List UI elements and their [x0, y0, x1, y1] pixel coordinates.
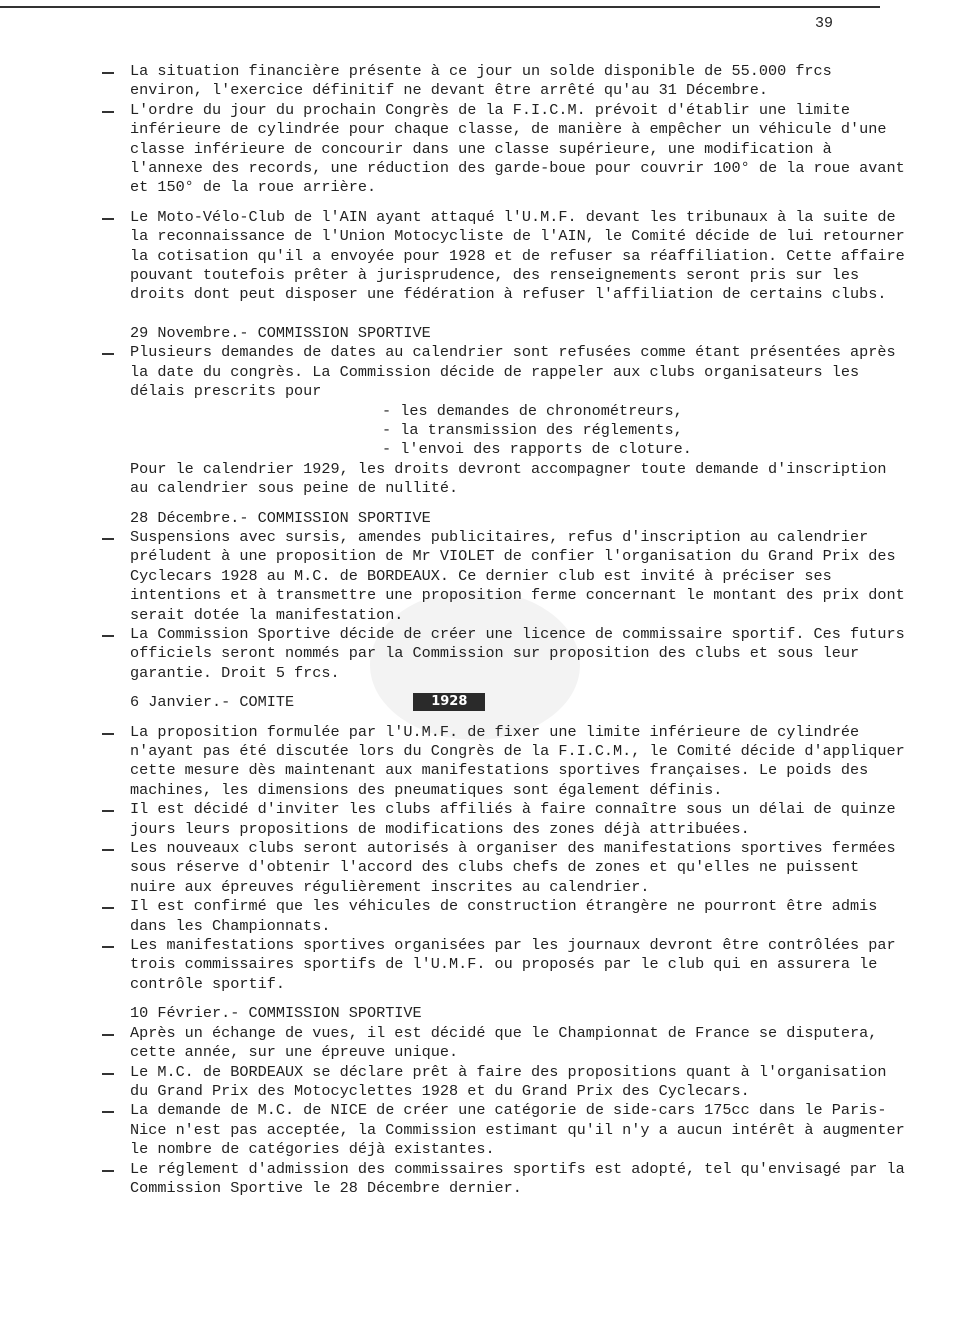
paragraph: Il est confirmé que les véhicules de construction étrangère ne pourront être admis dans les Championnats. [0, 897, 905, 936]
page-number: 39 [815, 15, 834, 32]
paragraph: La Commission Sportive décide de créer une licence de commissaire sportif. Ces futurs officiels seront nommés par la Commission sur proposition des clubs et sous leur garantie. Droit 5 frcs. [0, 625, 905, 683]
section-heading [0, 693, 905, 712]
list-item: - les demandes de chronométreurs, [382, 402, 902, 421]
paragraph: Les nouveaux clubs seront autorisés à organiser des manifestations sportives fermées sous réserve d'obtenir l'accord des clubs chefs de zones et qu'elles ne puissent nuire aux épreuves régulièrement inscrites au calendrier. [0, 839, 905, 897]
paragraph: Suspensions avec sursis, amendes publicitaires, refus d'inscription au calendrier préludent à une proposition de Mr VIOLET de confier l'organisation du Grand Prix des Cyclecars 1928 au M.C. de BORDEAUX. Ce dernier club est invité à préciser ses intentions et à transmettre une proposition ferme concernant le montant des prix dont serait dotée la manifestation. [0, 528, 905, 625]
prescribed-delays-list [0, 402, 902, 460]
paragraph: Plusieurs demandes de dates au calendrier sont refusées comme étant présentées après la date du congrès. La Commission décide de rappeler aux clubs organisateurs les délais prescrits pour [0, 343, 905, 401]
section-heading-text: 6 Janvier.- COMITE [130, 693, 295, 712]
list-item: - l'envoi des rapports de cloture. [382, 440, 902, 459]
section-heading: 28 Décembre.- COMMISSION SPORTIVE [130, 508, 431, 527]
paragraph: Le M.C. de BORDEAUX se déclare prêt à faire des propositions quant à l'organisation du Grand Prix des Motocyclettes 1928 et du Grand Prix des Cyclecars. [0, 1063, 905, 1102]
list-item: - la transmission des réglements, [382, 421, 902, 440]
paragraph: Pour le calendrier 1929, les droits devront accompagner toute demande d'inscription au calendrier sous peine de nullité. [130, 459, 887, 498]
paragraph: Le Moto-Vélo-Club de l'AIN ayant attaqué l'U.M.F. devant les tribunaux à la suite de la reconnaissance de l'Union Motocycliste de l'AIN, le Comité décide de lui retourner la cotisation qu'il a envoyée pour 1928 et de refuser sa réaffiliation. Cette affaire pouvant toutefois prêter à jurisprudence, des renseignements seront pris sur les droits dont peut disposer une fédération à refuser l'affiliation de certains clubs. [0, 208, 905, 305]
paragraph: L'ordre du jour du prochain Congrès de la F.I.C.M. prévoit d'établir une limite inférieure de cylindrée pour chaque classe, de manière à empêcher un véhicule d'une classe inférieure de concourir dans une classe supérieure, une modification à l'annexe des records, une réduction des garde-boue pour couvrir 100° de la roue avant et 150° de la roue arrière. [0, 101, 905, 198]
section-heading: 29 Novembre.- COMMISSION SPORTIVE [130, 323, 431, 342]
paragraph: La demande de M.C. de NICE de créer une catégorie de side-cars 175cc dans le Paris-Nice n'est pas acceptée, la Commission estimant qu'il n'y a aucun intérêt à augmenter le nombre de catégories déjà existantes. [0, 1101, 905, 1159]
section-heading: 10 Février.- COMMISSION SPORTIVE [130, 1004, 422, 1023]
paragraph: Le réglement d'admission des commissaires sportifs est adopté, tel qu'envisagé par la Commission Sportive le 28 Décembre dernier. [0, 1160, 905, 1199]
paragraph: La situation financière présente à ce jour un solde disponible de 55.000 frcs environ, l'exercice définitif ne devant être arrêté qu'au 31 Décembre. [0, 62, 905, 101]
top-rule [0, 6, 880, 8]
paragraph: La proposition formulée par l'U.M.F. de fixer une limite inférieure de cylindrée n'ayant pas été discutée lors du Congrès de la F.I.C.M., le Comité décide d'appliquer cette mesure dès maintenant aux manifestations sportives françaises. Le poids des machines, les dimensions des pneumatiques sont également définis. [0, 723, 905, 801]
year-stamp: 1928 [413, 693, 485, 711]
paragraph: Après un échange de vues, il est décidé que le Championnat de France se disputera, cette année, sur une épreuve unique. [0, 1024, 905, 1063]
paragraph: Les manifestations sportives organisées par les journaux devront être contrôlées par trois commissaires sportifs de l'U.M.F. ou proposés par le club qui en assurera le contrôle sportif. [0, 936, 905, 994]
document-body [0, 62, 965, 1198]
paragraph: Il est décidé d'inviter les clubs affiliés à faire connaître sous un délai de quinze jours leurs propositions de modifications des zones déjà attribuées. [0, 800, 905, 839]
